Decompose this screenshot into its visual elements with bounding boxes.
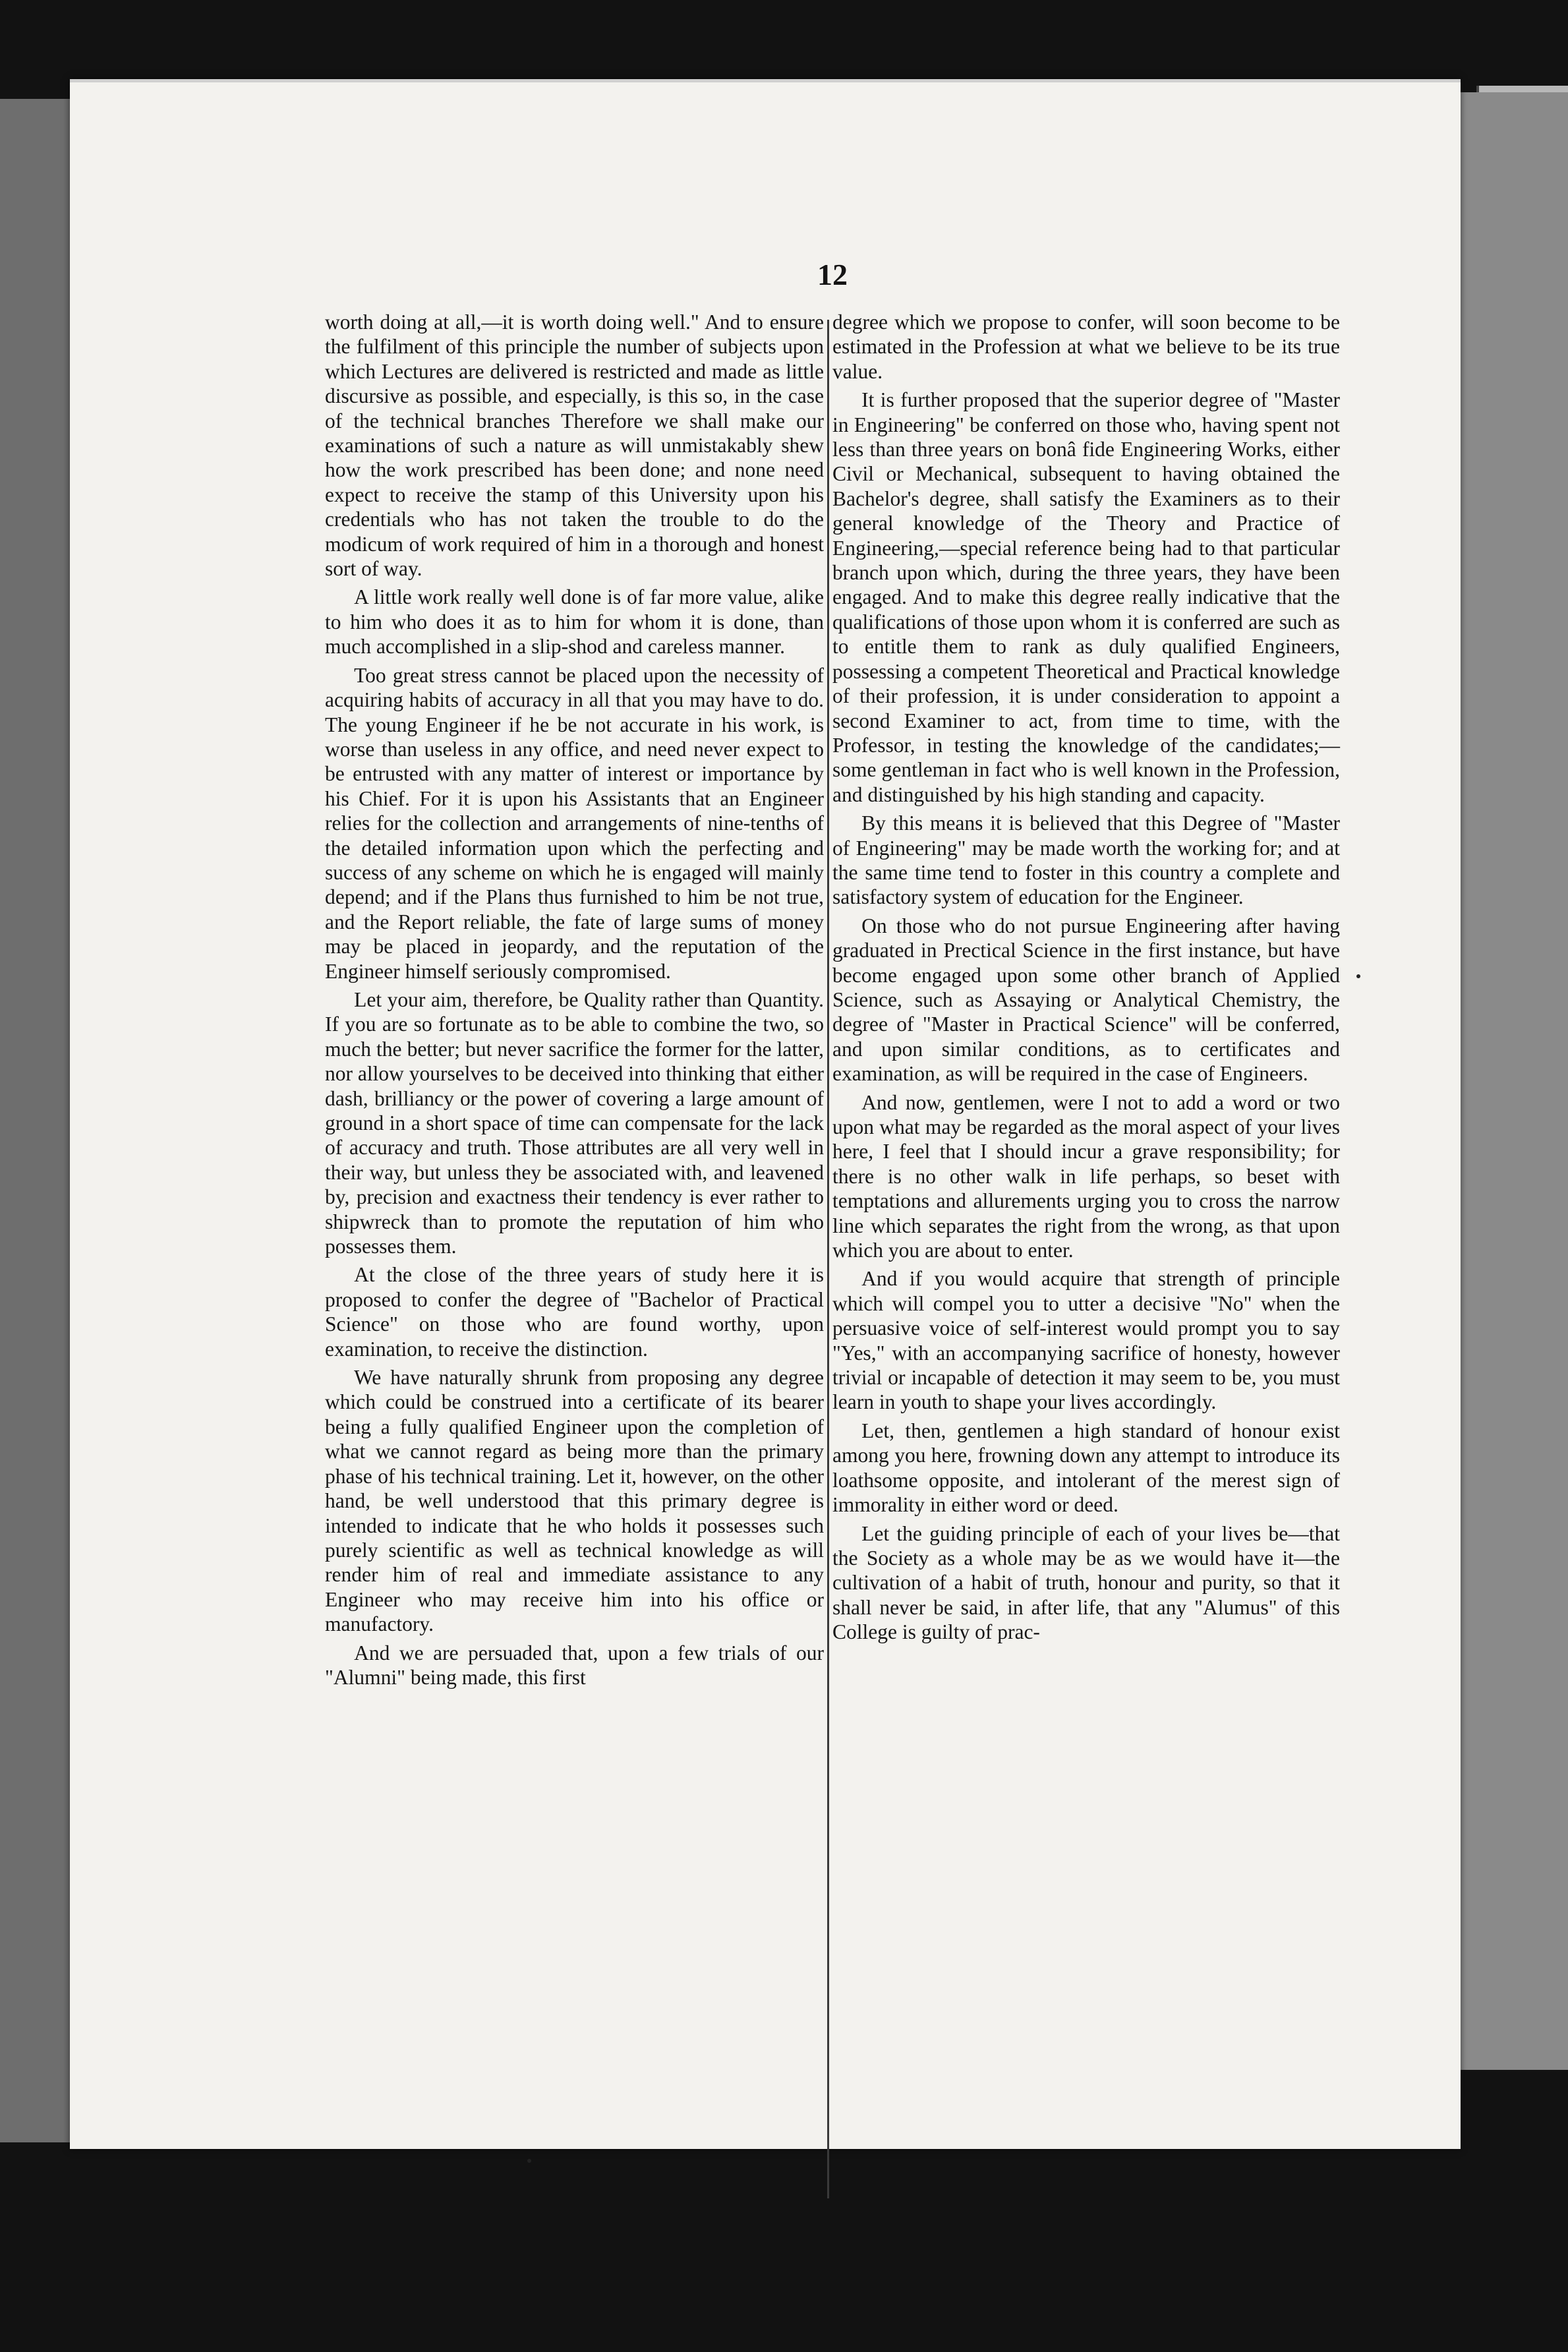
right-column [832,310,1340,1649]
paragraph: Let, then, gentlemen a high standard of honour exist among you here, frowning down any attempt to introduce its loathsome opposite, and intolerant of the merest sign of immorality in either word or deed. [832,1419,1340,1517]
page-number: 12 [817,258,848,291]
paragraph: degree which we propose to confer, will soon become to be estimated in the Profession at what we believe to be its true value. [832,310,1340,383]
paragraph: Let the guiding principle of each of your lives be—that the Society as a whole may be as we would have it—the cultivation of a habit of truth, honour and purity, so that it shall never be said, in after life, that any "Alumus" of this College is guilty of prac- [832,1521,1340,1644]
left-column [325,310,824,1693]
paragraph: worth doing at all,—it is worth doing well." And to ensure the fulfilment of this principle the number of subjects upon which Lectures are delivered is restricted and made as little discursive as possible, and especially, is this so, in the case of the technical branches Therefore we shall make our examinations of such a nature as will unmistakably shew how the work prescribed has been done; and none need expect to receive the stamp of this University upon his credentials who has not taken the trouble to do the modicum of work required of him in a thorough and honest sort of way. [325,310,824,581]
background-right-edge [1443,92,1568,2070]
paragraph: And now, gentlemen, were I not to add a word or two upon what may be regarded as the moral aspect of your lives here, I feel that I should incur a grave responsibility; for there is no other walk in life perhaps, so beset with temptations and allurements urging you to cross the narrow line which separates the right from the wrong, as that upon which you are about to enter. [832,1090,1340,1262]
paragraph: On those who do not pursue Engineering after having graduated in Prectical Science in the first instance, but have become engaged upon some other branch of Applied Science, such as Assaying or Analytical Chemistry, the degree of "Master in Practical Science" will be conferred, and upon similar conditions, as to certificates and examination, as will be required in the case of Engineers. [832,914,1340,1086]
paragraph: A little work really well done is of far more value, alike to him who does it as to him for whom it is done, than much accomplished in a slip-shod and careless manner. [325,585,824,659]
paragraph: We have naturally shrunk from proposing any degree which could be construed into a certificate of its bearer being a fully qualified Engineer upon the completion of what we cannot regard as being more than the primary phase of his technical training. Let it, however, on the other hand, be well understood that this primary degree is intended to indicate that he who holds it possesses such purely scientific as well as technical knowledge as will render him of real and immediate assistance to any Engineer who may receive him into his office or manufactory. [325,1366,824,1636]
paragraph: By this means it is believed that this Degree of "Master of Engineering" may be made worth the working for; and at the same time tend to foster in this country a complete and satisfactory system of education for the Engineer. [832,811,1340,909]
paragraph: It is further proposed that the superior degree of "Master in Engineering" be conferred on those who, having spent not less than three years on bonâ fide Engineering Works, either Civil or Mechanical, subsequent to having obtained the Bachelor's degree, shall satisfy the Examiners as to their general knowledge of the Theory and Practice of Engineering,—special reference being had to that particular branch upon which, during the three years, they have been engaged. And to make this degree really indicative that the qualifications of those upon whom it is conferred are such as to entitle them to rank as duly qualified Engineers, possessing a competent Theoretical and Practical knowledge of their profession, it is under consideration to appoint a second Examiner to act, from time to time, with the Professor, in testing the knowledge of the candidates;—some gentleman in fact who is well known in the Profession, and distinguished by his high standing and capacity. [832,388,1340,806]
paragraph: And we are persuaded that, upon a few trials of our "Alumni" being made, this first [325,1641,824,1689]
paragraph: At the close of the three years of study here it is proposed to confer the degree of "Bachelor of Practical Science" on those who are found worthy, upon examination, to receive the distinction. [325,1263,824,1361]
paragraph: And if you would acquire that strength of principle which will compel you to utter a decisive "No" when the persuasive voice of self-interest would prompt you to say "Yes," with an accompanying sacrifice of honesty, however trivial or incapable of detection it may seem to be, you must learn in youth to shape your lives accordingly. [832,1267,1340,1414]
speck-mark [1356,974,1360,978]
paragraph: Too great stress cannot be placed upon the necessity of acquiring habits of accuracy in all that you may have to do. The young Engineer if he be not accurate in his work, is worse than useless in any office, and need never expect to be entrusted with any matter of interest or importance by his Chief. For it is upon his Assistants that an Engineer relies for the collection and arrangements of nine-tenths of the detailed information upon which the perfecting and success of any scheme on which he is engaged will mainly depend; and if the Plans thus furnished to him be not true, and the Report reliable, the fate of large sums of money may be placed in jeopardy, and the reputation of the Engineer himself seriously compromised. [325,663,824,983]
paragraph: Let your aim, therefore, be Quality rather than Quantity. If you are so fortunate as to be able to combine the two, so much the better; but never sacrifice the former for the latter, nor allow yourselves to be deceived into thinking that either dash, brilliancy or the power of covering a large amount of ground in a short space of time can compensate for the lack of accuracy and truth. Those attributes are all very well in their way, but unless they be associated with, and leavened by, precision and exactness their tendency is ever rather to shipwreck than to promote the reputation of him who possesses them. [325,987,824,1258]
column-divider [827,320,829,2198]
speck-mark [527,2159,531,2163]
